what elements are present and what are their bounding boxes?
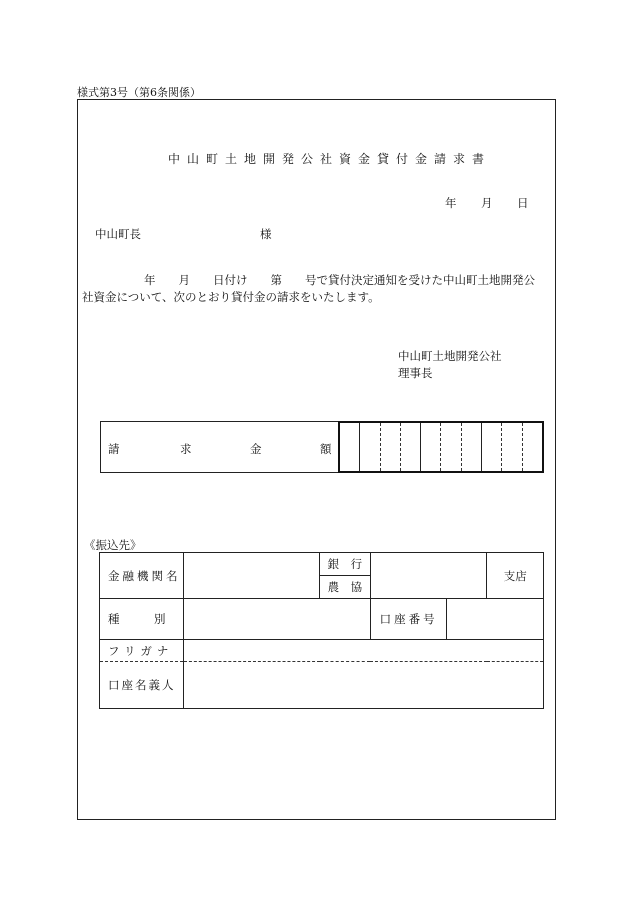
type-label: 種 別 [100,599,184,640]
amount-digit-cell[interactable] [360,423,380,471]
body-line-2: 社資金について、次のとおり貸付金の請求をいたします。 [82,290,380,304]
account-number-cell[interactable] [370,599,543,640]
addressee-name: 中山町長 [95,227,141,241]
amount-digit-cell[interactable] [482,423,502,471]
amount-digit-cell[interactable] [401,423,421,471]
page-title: 中山町土地開発公社資金貸付金請求書 [168,152,492,166]
coop-label: 農 協 [320,576,371,599]
account-number-input[interactable] [447,599,543,639]
bank-label: 銀 行 [320,553,371,576]
branch-label: 支店 [487,553,544,599]
amount-digit-cell[interactable] [340,423,360,471]
holder-input[interactable] [183,662,544,709]
amount-digit-cell[interactable] [441,423,461,471]
form-number: 様式第3号（第6条関係） [77,86,201,99]
date-day: 日 [517,196,529,210]
amount-digit-boxes[interactable] [338,421,544,473]
addressee-honorific: 様 [260,227,272,241]
amount-digit-cell[interactable] [421,423,441,471]
amount-digit-cell[interactable] [523,423,542,471]
institution-input[interactable] [183,553,320,599]
amount-label-char-1: 請 [108,442,120,456]
body-line-1: 年 月 日付け 第 号で貸付決定通知を受けた中山町土地開発公 [144,273,535,287]
amount-digit-cell[interactable] [381,423,401,471]
amount-label-char-4: 額 [320,442,332,456]
transfer-heading: 《振込先》 [84,538,142,552]
applicant-org: 中山町土地開発公社 [398,349,502,363]
account-number-label: 口座番号 [370,599,447,639]
date-month: 月 [481,196,493,210]
amount-digit-cell[interactable] [462,423,482,471]
amount-label-char-3: 金 [250,442,262,456]
date-year: 年 [445,196,457,210]
amount-label-char-2: 求 [180,442,192,456]
furigana-label: フリガナ [100,640,184,662]
institution-label: 金融機関名 [100,553,184,599]
bank-account-table [99,552,544,709]
amount-digit-cell[interactable] [502,423,522,471]
holder-label: 口座名義人 [100,662,184,709]
type-input[interactable] [183,599,370,640]
branch-input[interactable] [370,553,487,599]
furigana-input[interactable] [183,640,544,662]
applicant-title: 理事長 [398,366,433,380]
